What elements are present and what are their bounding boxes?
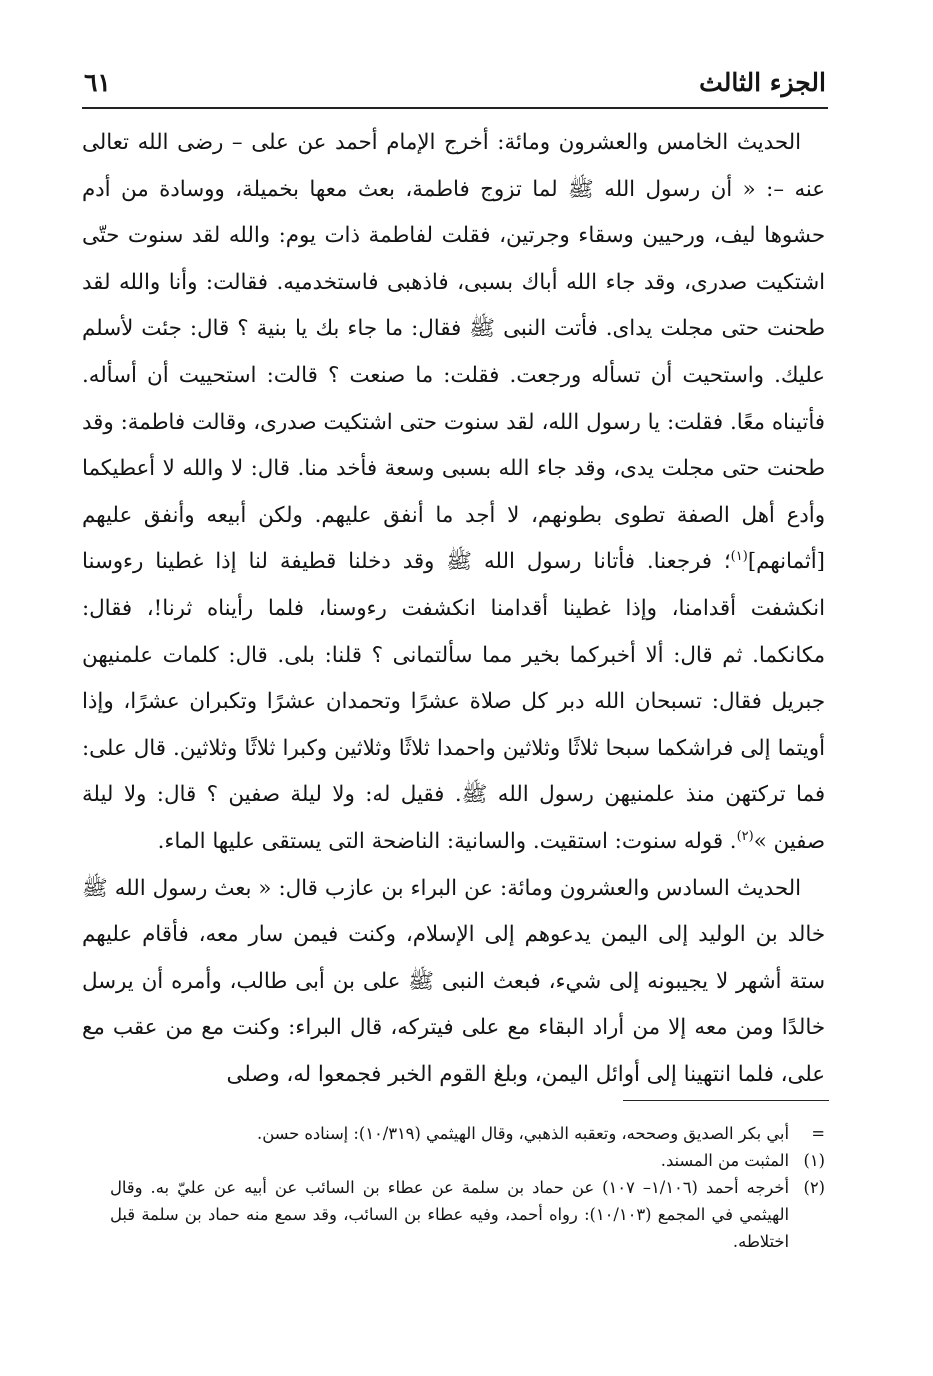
- footnote-1: [110, 1147, 825, 1174]
- note-ref-2: (٢): [736, 828, 754, 844]
- note-ref-1: (١): [730, 549, 748, 565]
- paragraph-text: الحديث السادس والعشرون ومائة: عن البراء بن عازب قال: « بعث رسول الله ﷺ خالد بن الوليد إلى اليمن يدعوهم إلى الإسلام، وكنت فيمن سار معه، فأقام عليهم ستة أشهر لا يجيبونه إلى شيء، فبعث النبى ﷺ على بن أبى طالب، وأمره أن يرسل خالدًا ومن معه إلا من أراد البقاء مع على فيتركه، قال البراء: وكنت مع من عقب مع على، فلما انتهينا إلى أوائل اليمن، وبلغ القوم الخبر فجمعوا له، وصلى: [82, 875, 825, 1087]
- paragraph-text: الحديث الخامس والعشرون ومائة: أخرج الإمام أحمد عن على – رضى الله تعالى عنه –: « أن رسول الله ﷺ لما تزوج فاطمة، بعث معها بخميلة، ووسادة من أدم حشوها ليف، ورحيين وسقاء وجرتين، فقلت لفاطمة ذات يوم: والله لقد سنوت حتّى اشتكيت صدرى، وقد جاء الله أباك بسبى، فاذهبى فاستخدميه. فقالت: وأنا والله لقد طحنت حتى مجلت يداى. فأتت النبى ﷺ فقال: ما جاء بك يا بنية ؟ قال: جئت لأسلم عليك. واستحيت أن تسأله ورجعت. فقلت: ما صنعت ؟ قالت: استحييت أن أسأله. فأتيناه معًا. فقلت: يا رسول الله، لقد سنوت حتى اشتكيت صدرى، وقالت فاطمة: وقد طحنت حتى مجلت يدى، وقد جاء الله بسبى وسعة فأخد منا. قال: لا والله لا أعطيكما وأدع أهل الصفة تطوى بطونهم، لا أجد ما أنفق عليهم. ولكن أبيعه وأنفق عليهم [أثمانهم]: [82, 130, 825, 575]
- footnote-mark: (١): [803, 1151, 825, 1170]
- footnote-text: المثبت من المسند.: [660, 1151, 789, 1170]
- paragraph-hadith-126: [82, 866, 825, 1099]
- footnote-text: أبي بكر الصديق وصححه، وتعقبه الذهبي، وقال الهيثمي (١٠/٣١٩): إسناده حسن.: [257, 1124, 789, 1143]
- footnotes: [110, 1120, 825, 1255]
- paragraph-hadith-125: [82, 120, 825, 866]
- main-text: [82, 120, 825, 1098]
- header-title: الجزء الثالث: [699, 67, 826, 97]
- footnote-mark: =: [811, 1124, 825, 1143]
- footnote-2: [110, 1174, 825, 1255]
- paragraph-text: ؛ فرجعنا. فأتانا رسول الله ﷺ وقد دخلنا قطيفة لنا إذا غطينا رءوسنا انكشفت أقدامنا، وإذا غطينا أقدامنا انكشفت رءوسنا، فلما رأيناه ثرنا!، فقال: مكانكما. ثم قال: ألا أخبركما بخير مما سألتمانى ؟ قلنا: بلى. قال: كلمات علمنيهن جبريل فقال: تسبحان الله دبر كل صلاة عشرًا وتحمدان عشرًا وتكبران عشرًا، وإذا أويتما إلى فراشكما سبحا ثلاثًا وثلاثين واحمدا ثلاثًا وثلاثين وكبرا ثلاثًا وثلاثين. قال على: فما تركتهن منذ علمنيهن رسول الله ﷺ. فقيل له: ولا ليلة صفين ؟ قال: ولا ليلة صفين »: [82, 549, 825, 854]
- footnote-text: أخرجه أحمد (١/١٠٦– ١٠٧) عن حماد بن سلمة عن عطاء بن السائب عن أبيه عن عليّ به. وقال الهيثمي في المجمع (١٠/١٠٣): رواه أحمد، وفيه عطاء بن السائب، وقد سمع منه حماد بن سلمة قبل اختلاطه.: [110, 1178, 789, 1251]
- footnote-mark: (٢): [803, 1178, 825, 1197]
- running-header: [84, 58, 826, 106]
- page-number: ٦١: [84, 67, 111, 97]
- paragraph-text: . قوله سنوت: استقيت. والسانية: الناضحة التى يستقى عليها الماء.: [157, 828, 737, 854]
- header-rule: [82, 107, 828, 109]
- footnote-continuation: [110, 1120, 825, 1147]
- footnote-rule: [623, 1100, 829, 1101]
